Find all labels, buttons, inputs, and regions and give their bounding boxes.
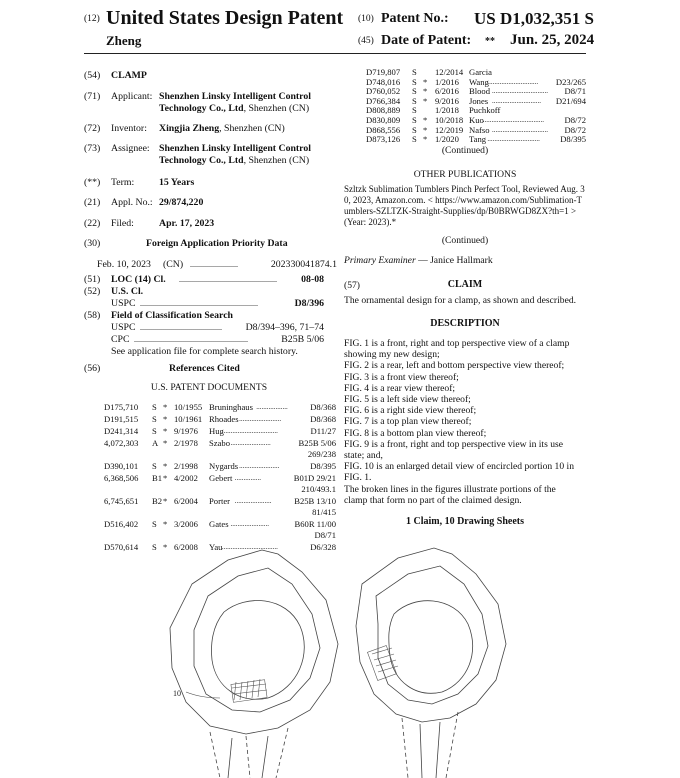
description-line: FIG. 9 is a front, right and top perspective view in its use — [344, 438, 564, 450]
reference-row: D241,314 S * 9/1976 Hug ................................ D11/27 — [104, 426, 336, 436]
right-tabs — [420, 722, 440, 778]
term-mark: ** — [485, 36, 495, 47]
reference-row: 4,072,303 A * 2/1978 Szabo ....................... B25B 5/06 269/238 — [104, 438, 336, 459]
invention-title: CLAMP — [111, 70, 147, 81]
patent-no-label: Patent No.: — [381, 11, 449, 26]
right-clamp-outer-outline — [356, 548, 506, 722]
reference-row: D868,556 S * 12/2019 Nafso ................................ D8/72 — [366, 124, 586, 135]
reference-row: D760,052 S * 6/2016 Blood ................................ D8/71 — [366, 86, 586, 97]
reference-row: D516,402 S * 3/2006 Gates ...................... B60R 11/00 D8/71 — [104, 519, 336, 540]
field-priority: (30) Foreign Application Priority Data — [84, 238, 288, 249]
priority-row: Feb. 10, 2023 (CN) ........................ 202330041874.1 — [97, 259, 337, 270]
code-10: (10) — [358, 14, 374, 24]
reference-row: D719,807 S 12/2014 Garcia — [366, 67, 492, 77]
continued-2: (Continued) — [441, 235, 489, 246]
description-line: FIG. 1 is a front, right and top perspective view of a clamp — [344, 338, 570, 349]
field-loc: (51) LOC (14) Cl. ................................................. 08-08 — [84, 274, 324, 285]
left-broken-lines — [210, 728, 288, 778]
claims-sheets-summary: 1 Claim, 10 Drawing Sheets — [405, 516, 525, 527]
description-line: The broken lines in the figures illustrate portions of the — [344, 484, 556, 495]
us-patent-documents-heading: U.S. PATENT DOCUMENTS — [150, 382, 268, 393]
continued-1: (Continued) — [441, 145, 489, 156]
clamp-drawing — [150, 532, 530, 778]
field-classification-search: (58) Field of Classification Search USPC ......................................... D8/394–396, 71–74 CPC ......................................................... B25B 5/06 See application file for complete search history. — [84, 310, 324, 357]
reference-row: D175,710 S * 10/1955 Bruninghaus .................. D8/368 — [104, 402, 336, 412]
code-57: (57) — [344, 280, 360, 291]
field-appl-no: (21) Appl. No.: 29/874,220 — [84, 197, 204, 208]
left-clamp-outer-outline — [170, 550, 338, 734]
code-12: (12) — [84, 14, 100, 24]
claim-text: The ornamental design for a clamp, as shown and described. — [344, 295, 577, 306]
primary-examiner: Primary Examiner — Janice Hallmark — [344, 255, 493, 266]
date-of-patent: Jun. 25, 2024 — [510, 32, 595, 48]
date-of-patent-label: Date of Patent: — [381, 33, 472, 48]
reference-row: D748,016 S * 1/2016 Wang ............................. D23/265 — [366, 76, 586, 87]
description-line: FIG. 4 is a rear view thereof; — [344, 382, 456, 394]
description-line: FIG. 8 is a bottom plan view thereof; — [344, 427, 487, 439]
claim-heading: CLAIM — [447, 279, 483, 290]
right-clamp-bore — [389, 601, 473, 694]
description-line: FIG. 2 is a rear, left and bottom perspective view thereof; — [344, 360, 565, 372]
other-publications-heading: OTHER PUBLICATIONS — [413, 169, 517, 180]
description-line: FIG. 3 is a front view thereof; — [344, 371, 459, 383]
description-line: state; and, — [344, 450, 383, 461]
description-line: FIG. 7 is a top plan view thereof; — [344, 416, 472, 428]
other-publication-text: Szltzk Sublimation Tumblers Pinch Perfect Tool, Reviewed Aug. 30, 2023, Amazon.com. < https://www.amazon.com/Sublimation-Tumblers-SZLTZK-Straight-Supplies/dp/B0BRWGD8ZX?th=1 > (Year: 2023).* — [344, 184, 585, 227]
description-heading: DESCRIPTION — [430, 318, 500, 329]
field-references: (56) References Cited — [84, 363, 240, 374]
description-line: FIG. 10 is an enlarged detail view of encircled portion 10 in — [344, 461, 575, 473]
reference-row: 6,368,506 B1 * 4/2002 Gebert ............... B01D 29/21 210/493.1 — [104, 473, 336, 494]
reference-row: D766,384 S * 9/2016 Jones ............................ D21/694 — [366, 95, 586, 106]
patent-number: US D1,032,351 S — [474, 9, 594, 28]
reference-row: D390,101 S * 2/1998 Nygards ....................... D8/395 — [104, 461, 336, 471]
field-title: (54) CLAMP — [84, 70, 147, 81]
reference-row: D191,515 S * 10/1961 Rhoades ........................ D8/368 — [104, 414, 336, 424]
field-term: (**) Term: 15 Years — [84, 177, 195, 188]
figure-label-10: 10 — [173, 689, 181, 698]
description-line: showing my new design; — [344, 349, 440, 361]
field-assignee: (73) Assignee: Shenzhen Linsky Intelligent Control Technology Co., Ltd, Shenzhen (CN) — [84, 143, 311, 166]
field-filed: (22) Filed: Apr. 17, 2023 — [84, 218, 215, 229]
field-inventor: (72) Inventor: Xingjia Zheng, Shenzhen (CN) — [84, 123, 285, 134]
right-clamp-grip-hatch — [367, 645, 398, 680]
left-clamp-bore — [212, 600, 305, 699]
left-clamp-inner-ring — [194, 568, 320, 712]
code-45: (45) — [358, 36, 374, 46]
inventor-surname: Zheng — [106, 33, 142, 48]
field-applicant: (71) Applicant: Shenzhen Linsky Intelligent Control Technology Co., Ltd, Shenzhen (CN) — [84, 91, 311, 114]
description-line: FIG. 5 is a left side view thereof; — [344, 394, 471, 405]
field-us-cl: (52) U.S. Cl. USPC ........................................................... D8/396 — [84, 286, 324, 309]
reference-row: 6,745,651 B2 * 6/2004 Porter ..................... B25B 13/10 81/415 — [104, 496, 336, 517]
reference-row: D808,889 S 1/2018 Puchkoff — [366, 105, 501, 116]
right-broken-lines — [402, 712, 458, 778]
description-line: clamp that form no part of the claimed design. — [344, 495, 522, 507]
document-title: United States Design Patent — [106, 7, 344, 29]
detail-leader-line — [186, 692, 220, 698]
reference-row: D830,809 S * 10/2018 Kuo ................................... D8/72 — [366, 115, 586, 125]
reference-row: D570,614 S * 6/2008 Yau ................................ D6/328 — [104, 542, 336, 552]
description-line: FIG. 1. — [344, 472, 372, 484]
header-rule — [84, 53, 586, 54]
description-line: FIG. 6 is a right side view thereof; — [344, 405, 477, 417]
reference-row: D873,126 S * 1/2020 Tang .............................. D8/395 — [366, 134, 586, 145]
